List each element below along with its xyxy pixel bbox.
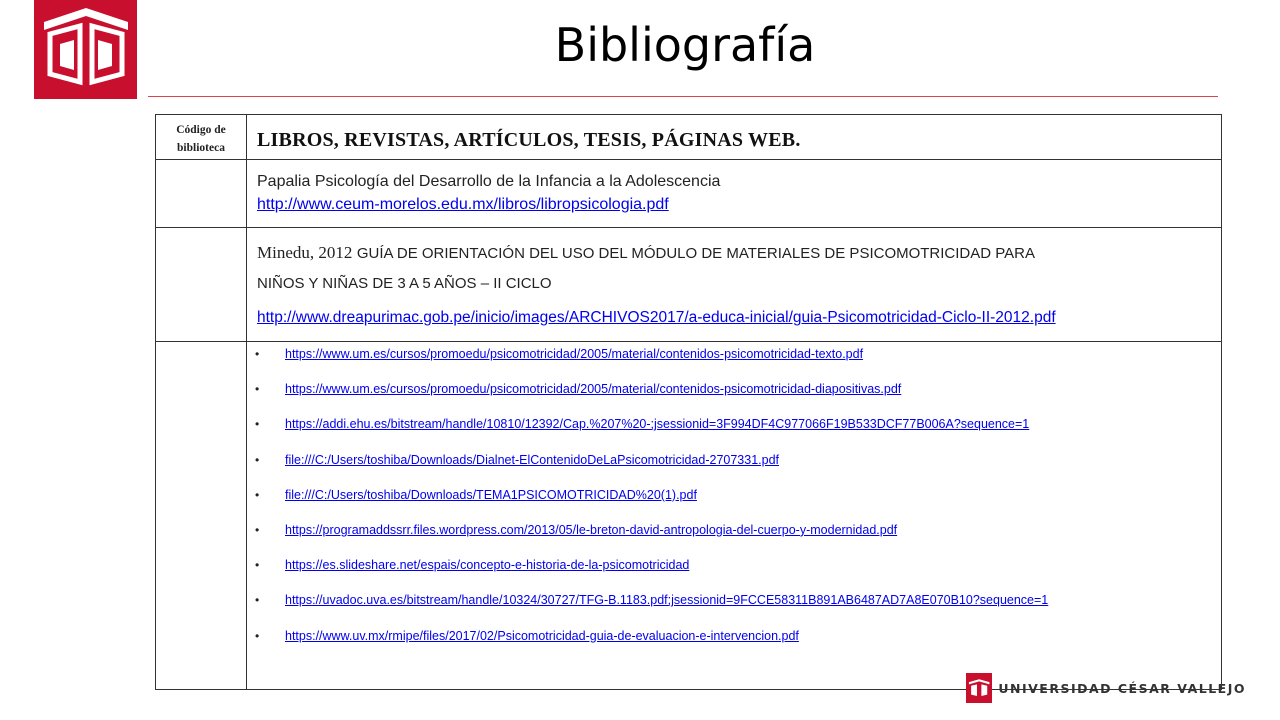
table-row — [156, 342, 1222, 690]
web-link[interactable]: https://www.um.es/cursos/promoedu/psicomotricidad/2005/material/contenidos-psicomotricidad-texto.pdf — [285, 347, 864, 361]
web-link[interactable]: https://www.um.es/cursos/promoedu/psicomotricidad/2005/material/contenidos-psicomotricidad-diapositivas.pdf — [285, 382, 902, 397]
source-cell — [247, 342, 1222, 690]
source-text — [257, 238, 1211, 269]
list-item — [255, 557, 1221, 592]
bullet-icon: • — [255, 452, 260, 467]
footer-logo-icon — [966, 673, 992, 703]
table-header-row — [156, 115, 1222, 160]
web-link[interactable]: https://addi.ehu.es/bitstream/handle/10810/12392/Cap.%207%20-;jsessionid=3F994DF4C977066F19B533DCF77B006A?sequence=1 — [285, 417, 1030, 432]
bullet-icon: • — [255, 417, 260, 432]
bullet-icon: • — [255, 487, 260, 502]
bibliography-table — [155, 114, 1222, 690]
bullet-icon: • — [255, 347, 260, 361]
sources-header: LIBROS, REVISTAS, ARTÍCULOS, TESIS, PÁGINAS WEB. — [247, 115, 1222, 160]
source-cell — [247, 228, 1222, 342]
web-link[interactable]: https://programaddssrr.files.wordpress.com/2013/05/le-breton-david-antropologia-del-cuerpo-y-modernidad.pdf — [285, 522, 898, 537]
source-cell — [247, 160, 1222, 228]
web-links-list — [247, 342, 1221, 663]
web-link[interactable]: https://uvadoc.uva.es/bitstream/handle/10324/30727/TFG-B.1183.pdf;jsessionid=9FCCE58311B891AB6487AD7A8E070B10?sequence=1 — [285, 593, 1049, 608]
list-item — [255, 381, 1221, 416]
table-row — [156, 228, 1222, 342]
list-item — [255, 416, 1221, 451]
web-link[interactable]: file:///C:/Users/toshiba/Downloads/Dialnet-ElContenidoDeLaPsicomotricidad-2707331.pdf — [285, 452, 780, 467]
source-text: Papalia Psicología del Desarrollo de la Infancia a la Adolescencia — [257, 173, 721, 190]
library-code-cell — [156, 160, 247, 228]
list-item — [255, 628, 1221, 663]
web-link[interactable]: https://www.uv.mx/rmipe/files/2017/02/Psicomotricidad-guia-de-evaluacion-e-intervencion.pdf — [285, 628, 799, 643]
bullet-icon: • — [255, 628, 260, 643]
bullet-icon: • — [255, 382, 260, 397]
table-row — [156, 160, 1222, 228]
footer-university-name: UNIVERSIDAD CÉSAR VALLEJO — [998, 680, 1246, 696]
source-link[interactable]: http://www.dreapurimac.gob.pe/inicio/images/ARCHIVOS2017/a-educa-inicial/guia-Psicomotricidad-Ciclo-II-2012.pdf — [257, 309, 1056, 326]
source-link[interactable]: http://www.ceum-morelos.edu.mx/libros/libropsicologia.pdf — [257, 196, 669, 213]
library-code-header: Código de biblioteca — [156, 115, 247, 160]
footer-branding — [966, 672, 1246, 704]
source-author-year: Minedu, 2012 — [257, 243, 353, 262]
web-link[interactable]: https://es.slideshare.net/espais/concepto-e-historia-de-la-psicomotricidad — [285, 558, 690, 573]
list-item — [255, 452, 1221, 487]
source-title-line1: GUÍA DE ORIENTACIÓN DEL USO DEL MÓDULO DE MATERIALES DE PSICOMOTRICIDAD PARA — [356, 245, 1036, 262]
list-item — [255, 592, 1221, 627]
bullet-icon: • — [255, 522, 260, 537]
library-code-cell — [156, 228, 247, 342]
bullet-icon: • — [255, 593, 260, 608]
list-item — [255, 522, 1221, 557]
source-title-line2: NIÑOS Y NIÑAS DE 3 A 5 AÑOS – II CICLO — [257, 275, 552, 292]
bullet-icon: • — [255, 558, 260, 573]
title-divider — [148, 96, 1218, 97]
web-link[interactable]: file:///C:/Users/toshiba/Downloads/TEMA1PSICOMOTRICIDAD%20(1).pdf — [285, 487, 697, 502]
library-code-cell — [156, 342, 247, 690]
slide-title: Bibliografía — [554, 18, 816, 72]
list-item — [255, 487, 1221, 522]
list-item — [255, 346, 1221, 381]
